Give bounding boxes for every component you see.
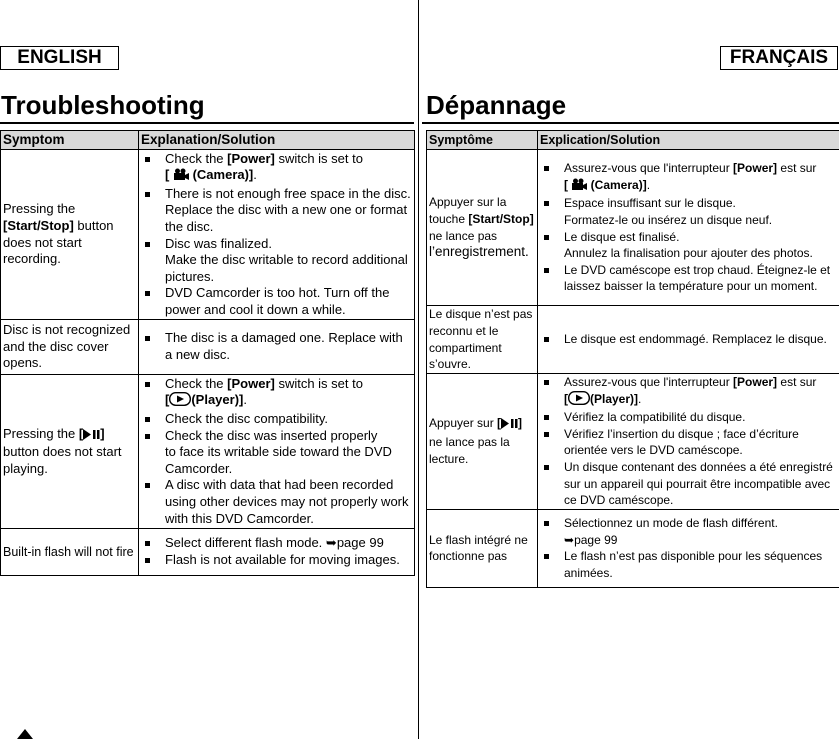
title-rule-english — [0, 122, 414, 124]
table-header-row — [427, 131, 839, 150]
header-symptom: Symptôme — [427, 131, 538, 150]
header-solution: Explication/Solution — [538, 131, 839, 150]
list-item: Un disque contenant des données a été enregistré sur un appareil qui pourrait être incompatible avec ce DVD caméscope. — [540, 459, 837, 509]
solution-cell — [139, 375, 415, 529]
list-item: Select different flash mode. ➥page 99 — [141, 535, 412, 552]
title-rule-french — [422, 122, 839, 124]
list-item: Flash is not available for moving images. — [141, 552, 412, 569]
list-item: There is not enough free space in the disc. Replace the disc with a new one or format the disc. — [141, 186, 412, 236]
list-item: DVD Camcorder is too hot. Turn off the power and cool it down a while. — [141, 285, 412, 318]
table-header-row — [1, 131, 415, 150]
camera-icon — [571, 178, 587, 196]
table-row — [427, 509, 839, 587]
symptom-cell: Le flash intégré ne fonctionne pas — [427, 509, 538, 587]
play-pause-icon — [83, 428, 100, 445]
table-row — [1, 529, 415, 576]
language-label-english: ENGLISH — [0, 46, 119, 70]
solution-cell — [538, 374, 839, 510]
symptom-cell: Built-in flash will not fire — [1, 529, 139, 576]
symptom-cell: Disc is not recognized and the disc cover opens. — [1, 320, 139, 375]
table-row — [427, 374, 839, 510]
list-item: Disc was finalized. Make the disc writable to record additional pictures. — [141, 236, 412, 286]
solution-cell — [139, 529, 415, 576]
list-item: Assurez-vous que l'interrupteur [Power] est sur [ (Camera)]. — [540, 160, 837, 195]
list-item: Espace insuffisant sur le disque. Formatez-le ou insérez un disque neuf. — [540, 195, 837, 228]
table-row — [427, 150, 839, 306]
symptom-cell — [1, 150, 139, 320]
play-pause-icon — [501, 417, 518, 434]
header-symptom: Symptom — [1, 131, 139, 150]
player-icon — [568, 391, 590, 410]
solution-cell — [538, 306, 839, 374]
list-item: Le DVD caméscope est trop chaud. Éteignez-le et laissez baisser la température pour un moment. — [540, 262, 837, 295]
solution-cell — [139, 150, 415, 320]
column-divider — [418, 0, 419, 739]
solution-cell — [538, 509, 839, 587]
symptom-cell: Pressing the [ ] button does not start playing. — [1, 375, 139, 529]
list-item: Check the disc was inserted properly to face its writable side toward the DVD Camcorder. — [141, 428, 412, 478]
page-ref-arrow-icon: ➥ — [325, 535, 337, 551]
list-item: Assurez-vous que l'interrupteur [Power] est sur [ (Player)]. — [540, 374, 837, 409]
page-ref-arrow-icon: ➥ — [564, 532, 575, 547]
solution-cell — [538, 150, 839, 306]
table-row — [427, 306, 839, 374]
list-item: Check the [Power] switch is set to [ (Camera)]. — [141, 151, 412, 186]
page-title-english: Troubleshooting — [1, 90, 205, 120]
list-item: The disc is a damaged one. Replace with a new disc. — [141, 330, 412, 363]
list-item: Sélectionnez un mode de flash différent. ➥page 99 — [540, 515, 837, 548]
list-item: A disc with data that had been recorded using other devices may not properly work with this DVD Camcorder. — [141, 477, 412, 527]
troubleshooting-table-english — [0, 130, 415, 576]
symptom-cell: Appuyer sur la touche [Start/Stop] ne lance pas l’enregistrement. — [427, 150, 538, 306]
table-row — [1, 320, 415, 375]
list-item: Le disque est finalisé. Annulez la finalisation pour ajouter des photos. — [540, 229, 837, 262]
symptom-cell: Le disque n’est pas reconnu et le compartiment s’ouvre. — [427, 306, 538, 374]
list-item: Vérifiez la compatibilité du disque. — [540, 409, 837, 426]
symptom-text: button does not start recording. — [3, 217, 114, 267]
table-row — [1, 375, 415, 529]
player-icon — [169, 392, 191, 411]
header-solution: Explanation/Solution — [139, 131, 415, 150]
page-title-french: Dépannage — [426, 90, 567, 120]
camera-icon — [173, 168, 189, 186]
list-item: Le disque est endommagé. Remplacez le disque. — [540, 331, 837, 348]
symptom-cell: Appuyer sur [ ] ne lance pas la lecture. — [427, 374, 538, 510]
page-up-arrow-icon — [17, 729, 33, 739]
table-row — [1, 150, 415, 320]
language-label-french: FRANÇAIS — [720, 46, 838, 70]
list-item: Check the disc compatibility. — [141, 411, 412, 428]
list-item: Check the [Power] switch is set to [ (Player)]. — [141, 376, 412, 411]
solution-cell — [139, 320, 415, 375]
list-item: Le flash n’est pas disponible pour les séquences animées. — [540, 548, 837, 581]
start-stop-key: [Start/Stop] — [3, 217, 74, 233]
symptom-text: Pressing the — [3, 201, 76, 217]
list-item: Vérifiez l’insertion du disque ; face d’écriture orientée vers le DVD caméscope. — [540, 426, 837, 459]
troubleshooting-table-french — [426, 130, 839, 588]
